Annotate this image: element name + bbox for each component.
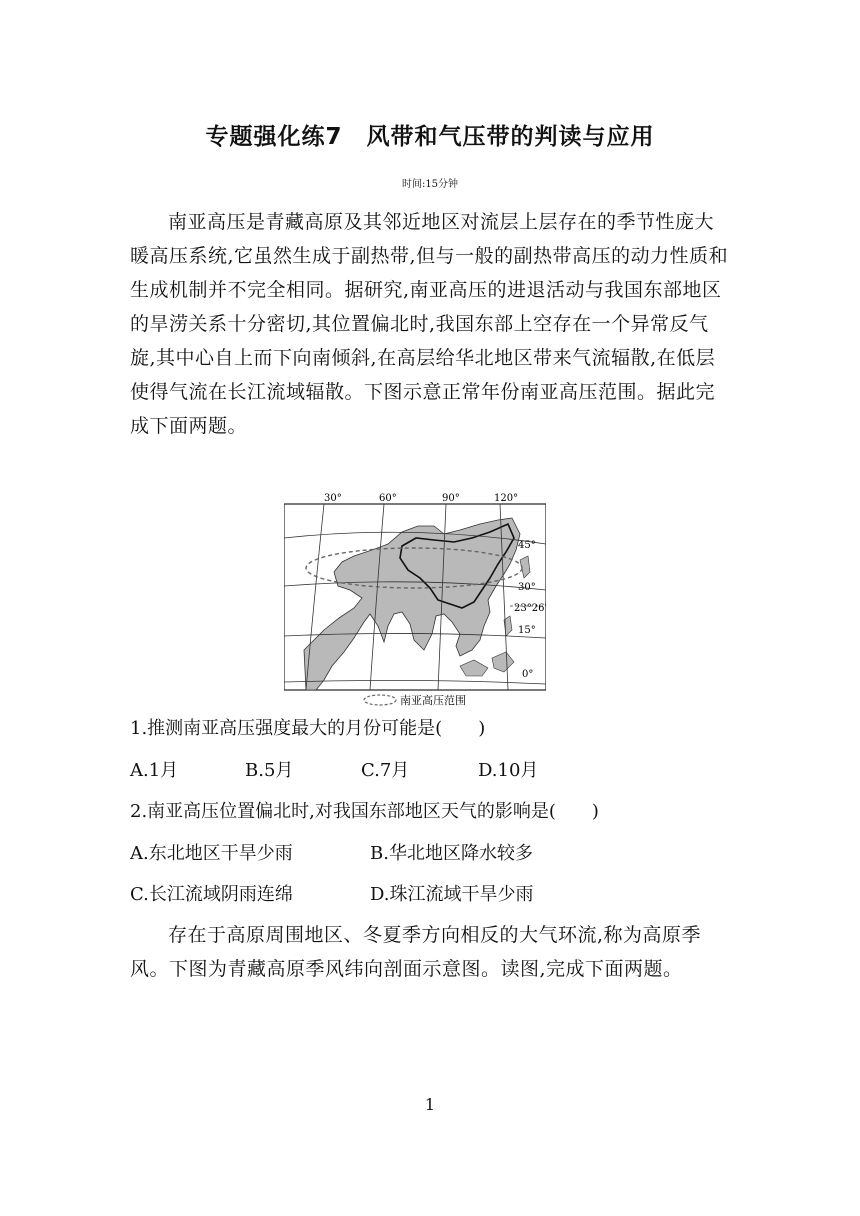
lon-label-60: 60°: [379, 493, 397, 504]
q2-option-b: B.华北地区降水较多: [370, 843, 533, 864]
legend-symbol: [364, 695, 396, 705]
lat-label-30: 30°: [518, 582, 536, 593]
page-title: 专题强化练7 风带和气压带的判读与应用: [205, 124, 655, 150]
passage-1: 南亚高压是青藏高原及其邻近地区对流层上层存在的季节性庞大暖高压系统,它虽然生成于副热带,但与一般的副热带高压的动力性质和生成机制并不完全相同。据研究,南亚高压的进退活动与我国东部地区的旱涝关系十分密切,其位置偏北时,我国东部上空存在一个异常反气旋,其中心自上而下向南倾斜,在高层给华北地区带来气流辐散,在低层使得气流在长江流域辐散。下图示意正常年份南亚高压范围。据此完成下面两题。: [130, 211, 729, 437]
question-1-stem: 1.推测南亚高压强度最大的月份可能是( ): [130, 718, 486, 739]
lon-label-90: 90°: [442, 493, 460, 504]
passage-2: 存在于高原周围地区、冬夏季方向相反的大气环流,称为高原季风。下图为青藏高原季风纬向剖面示意图。读图,完成下面两题。: [130, 924, 702, 980]
question-2-stem: 2.南亚高压位置偏北时,对我国东部地区天气的影响是( ): [130, 801, 599, 822]
lat-label-23: 23°26′: [514, 603, 546, 614]
q2-option-a: A.东北地区干旱少雨: [130, 843, 293, 864]
legend-label: 南亚高压范围: [400, 694, 466, 707]
lon-label-120: 120°: [494, 493, 519, 504]
lon-label-30: 30°: [324, 493, 342, 504]
q1-option-c: C.7月: [361, 760, 410, 781]
south-asia-high-map: [284, 490, 546, 712]
q2-option-d: D.珠江流域干旱少雨: [370, 884, 534, 905]
lat-label-15: 15°: [518, 625, 536, 636]
q1-option-a: A.1月: [130, 760, 179, 781]
lat-label-0: 0°: [522, 669, 534, 680]
page-number: 1: [424, 1095, 436, 1114]
time-limit: 时间:15分钟: [401, 179, 459, 190]
lat-label-45: 45°: [518, 540, 536, 551]
q1-option-d: D.10月: [478, 760, 539, 781]
q2-option-c: C.长江流域阴雨连绵: [130, 884, 293, 905]
q1-option-b: B.5月: [245, 760, 294, 781]
